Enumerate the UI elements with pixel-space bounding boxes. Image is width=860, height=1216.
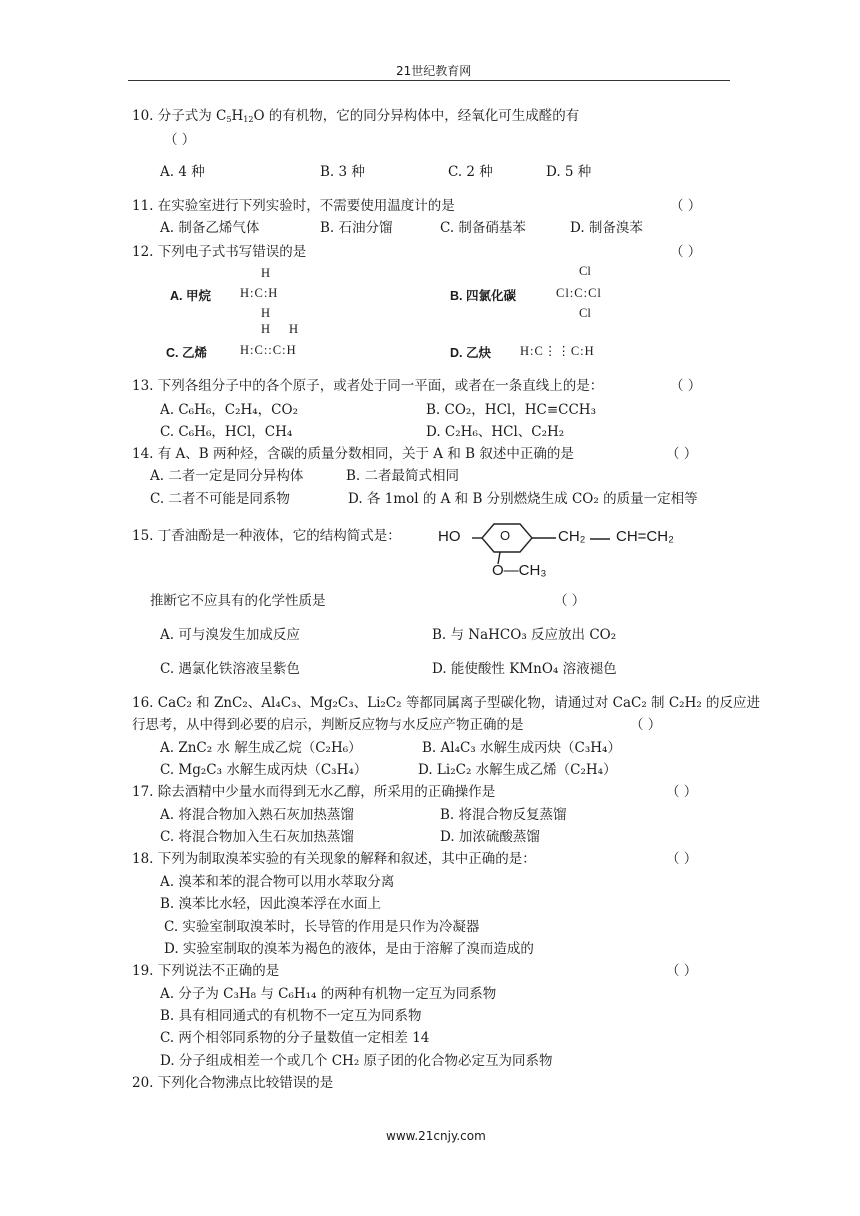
question-10-answer-paren: （ ） [164,132,196,148]
question-17-option-c: C. 将混合物加入生石灰加热蒸馏 [160,829,354,845]
question-18-option-c: C. 实验室制取溴苯时，长导管的作用是只作为冷凝器 [164,919,480,935]
footer-url: www.21cnjy.com [386,1129,486,1143]
question-15-option-b: B. 与 NaHCO₃ 反应放出 CO₂ [432,627,617,643]
question-19-option-a: A. 分子为 C₃H₈ 与 C₆H₁₄ 的两种有机物一定互为同系物 [160,986,497,1002]
question-12-option-a-label: A. 甲烷 [170,289,211,303]
ethylene-electron-formula: H:C::C:H [240,343,297,357]
question-12-option-d-label: D. 乙炔 [450,346,491,360]
question-14-option-a: A. 二者一定是同分异构体 [150,468,304,484]
ccl4-top-cl: Cl [579,264,591,278]
question-18-option-b: B. 溴苯比水轻，因此溴苯浮在水面上 [160,896,382,912]
question-10-option-b: B. 3 种 [320,164,365,180]
question-13-answer-paren: （ ） [670,378,702,394]
question-10-option-a: A. 4 种 [160,164,205,180]
question-11-option-c: C. 制备硝基苯 [440,220,526,236]
question-11-option-b: B. 石油分馏 [320,220,393,236]
ccl4-bottom-cl: Cl [579,306,591,320]
question-13-option-b: B. CO₂，HCl，HC≡CCH₃ [426,402,596,418]
question-17-option-a: A. 将混合物加入熟石灰加热蒸馏 [160,807,354,823]
methane-bottom-h: H [261,306,271,320]
eugenol-chch2-label: CH=CH₂ [616,528,674,545]
question-16-option-d: D. Li₂C₂ 水解生成乙烯（C₂H₄） [418,762,617,778]
question-16-option-c: C. Mg₂C₃ 水解生成丙炔（C₃H₄） [160,762,368,778]
question-17-answer-paren: （ ） [666,784,698,800]
question-13-stem: 13. 下列各组分子中的各个原子，或者处于同一平面，或者在一条直线上的是： [132,378,604,394]
question-16-answer-paren: （ ） [630,717,662,733]
question-18-stem: 18. 下列为制取溴苯实验的有关现象的解释和叙述，其中正确的是： [132,851,536,867]
question-19-answer-paren: （ ） [666,963,698,979]
question-16-stem-line-1: 16. CaC₂ 和 ZnC₂、Al₄C₃、Mg₂C₃、Li₂C₂ 等都同属离子型碳化物，请通过对 CaC₂ 制 C₂H₂ 的反应进 [132,695,761,711]
question-11-stem: 11. 在实验室进行下列实验时，不需要使用温度计的是 [132,198,455,214]
acetylene-electron-formula: H:C⋮⋮C:H [520,344,595,358]
question-15-answer-paren: （ ） [554,593,586,609]
question-15-subquestion: 推断它不应具有的化学性质是 [150,593,326,609]
question-14-stem: 14. 有 A、B 两种烃，含碳的质量分数相同，关于 A 和 B 叙述中正确的是 [132,446,574,462]
question-12-option-c-label: C. 乙烯 [166,346,207,360]
question-16-option-b: B. Al₄C₃ 水解生成丙炔（C₃H₄） [422,740,621,756]
eugenol-ch2-label: CH₂ [558,528,586,545]
ethylene-top-h-2: H [289,322,299,336]
question-13-option-c: C. C₆H₆，HCl，CH₄ [160,424,293,440]
ethylene-top-h-1: H [261,322,271,336]
question-17-option-b: B. 将混合物反复蒸馏 [440,807,567,823]
question-19-option-d: D. 分子组成相差一个或几个 CH₂ 原子团的化合物必定互为同系物 [160,1053,553,1069]
question-14-answer-paren: （ ） [666,446,698,462]
question-12-option-b-label: B. 四氯化碳 [450,289,516,303]
question-10-option-d: D. 5 种 [546,164,592,180]
eugenol-ring-o: O [500,528,511,543]
question-15-stem: 15. 丁香油酚是一种液体，它的结构简式是： [132,528,401,544]
question-20-stem: 20. 下列化合物沸点比较错误的是 [132,1075,334,1091]
question-17-option-d: D. 加浓硫酸蒸馏 [440,829,540,845]
question-15-option-a: A. 可与溴发生加成反应 [160,627,300,643]
question-12-stem: 12. 下列电子式书写错误的是 [132,244,307,260]
question-17-stem: 17. 除去酒精中少量水而得到无水乙醇，所采用的正确操作是 [132,784,496,800]
question-16-stem-line-2: 行思考，从中得到必要的启示，判断反应物与水反应产物正确的是 [132,717,524,733]
eugenol-ho-label: HO [438,528,461,545]
question-19-option-b: B. 具有相同通式的有机物不一定互为同系物 [160,1008,422,1024]
question-11-answer-paren: （ ） [670,198,702,214]
question-14-option-d: D. 各 1mol 的 A 和 B 分别燃烧生成 CO₂ 的质量一定相等 [348,491,698,507]
question-10-option-c: C. 2 种 [448,164,493,180]
question-18-option-a: A. 溴苯和苯的混合物可以用水萃取分离 [160,874,395,890]
question-15-option-d: D. 能使酸性 KMnO₄ 溶液褪色 [432,661,617,677]
question-10-stem: 10. 分子式为 $C_5H_{12}O$ 的有机物，它的同分异构体中，经氧化可生成醛的有 [132,108,580,124]
question-16-option-a: A. ZnC₂ 水 解生成乙烷（C₂H₆） [160,740,362,756]
methane-top-h: H [261,266,271,280]
eugenol-och3-label: O—CH₃ [492,562,547,579]
question-19-option-c: C. 两个相邻同系物的分子量数值一定相差 14 [160,1030,430,1046]
question-11-option-d: D. 制备溴苯 [570,220,643,236]
question-11-option-a: A. 制备乙烯气体 [160,220,260,236]
question-19-stem: 19. 下列说法不正确的是 [132,963,280,979]
question-15-option-c: C. 遇氯化铁溶液呈紫色 [160,661,300,677]
ccl4-electron-formula: Cl:C:Cl [556,286,602,300]
header-rule [128,80,730,81]
question-14-option-b: B. 二者最简式相同 [346,468,460,484]
question-13-option-a: A. C₆H₆，C₂H₄，CO₂ [160,402,298,418]
methane-electron-formula: H:C:H [240,286,279,300]
question-13-option-d: D. C₂H₆、HCl、C₂H₂ [426,424,565,440]
question-18-answer-paren: （ ） [666,851,698,867]
question-12-answer-paren: （ ） [670,244,702,260]
question-18-option-d: D. 实验室制取的溴苯为褐色的液体，是由于溶解了溴而造成的 [164,941,534,957]
question-14-option-c: C. 二者不可能是同系物 [150,491,290,507]
header-site-name: 21世纪教育网 [396,64,472,78]
